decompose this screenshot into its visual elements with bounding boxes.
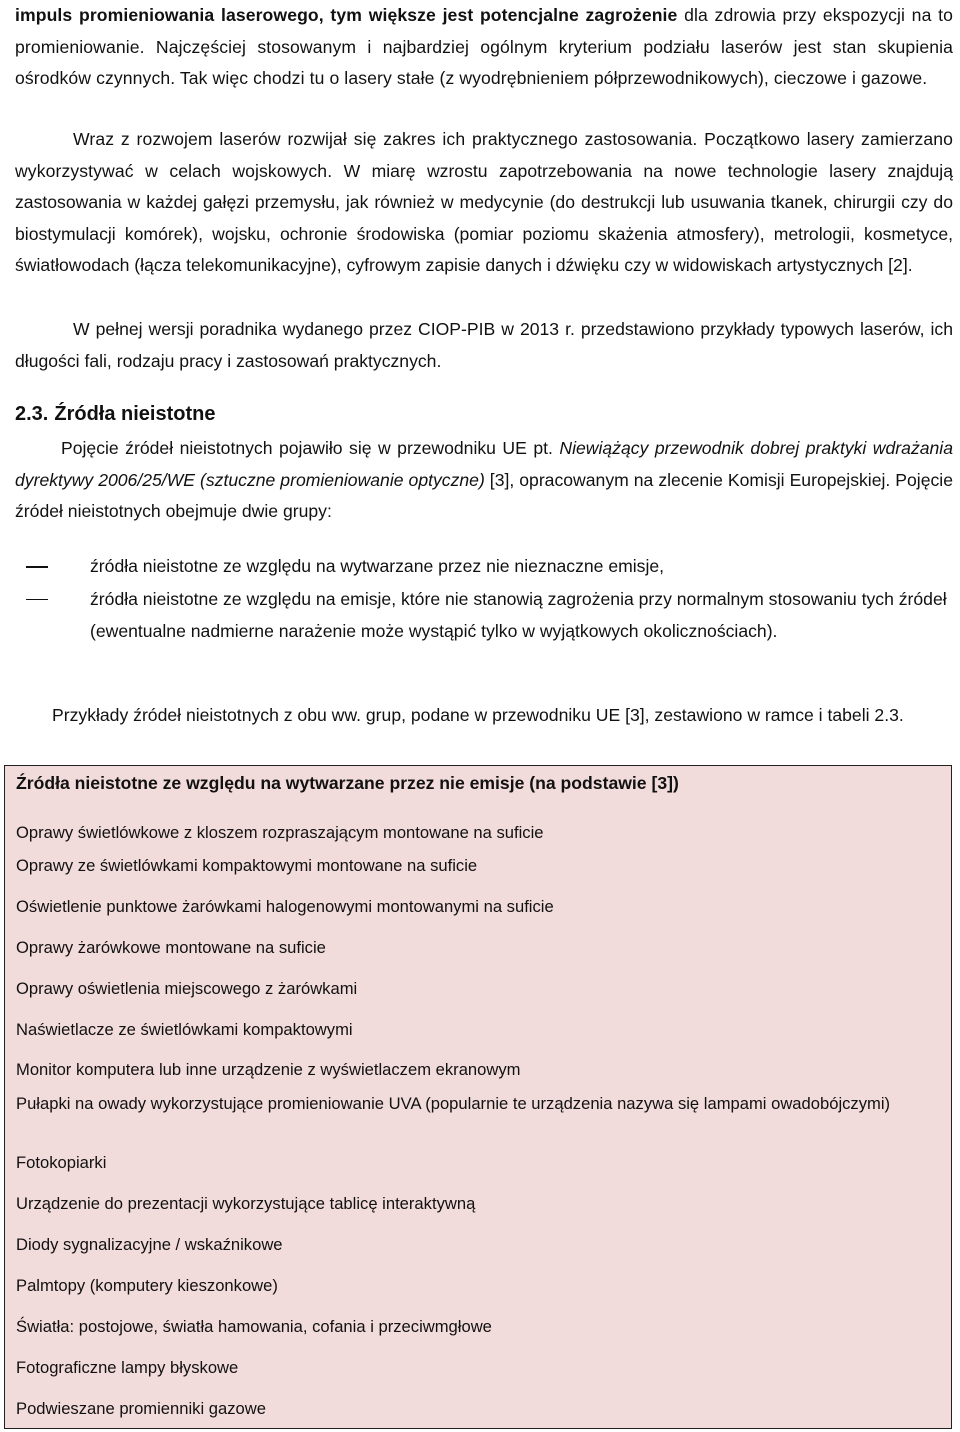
box-item: Oświetlenie punktowe żarówkami halogenowymi montowanymi na suficie — [16, 897, 554, 916]
intro-bold-phrase: impuls promieniowania laserowego, tym większe jest potencjalne zagrożenie — [15, 5, 678, 25]
section-title: Źródła nieistotne — [54, 403, 216, 425]
section-text-2: Przykłady źródeł nieistotnych z obu ww. grup, podane w przewodniku UE [3], zestawiono w ramce i tabeli 2.3. — [52, 705, 904, 725]
guide-title-italic: Niewiążący przewodnik dobrej praktyki wdrażania dyrektywy 2006/25/WE (sztuczne promieniowanie optyczne) — [15, 438, 954, 490]
box-item: Monitor komputera lub inne urządzenie z wyświetlaczem ekranowym — [16, 1060, 521, 1079]
box-item: Naświetlacze ze świetlówkami kompaktowymi — [16, 1020, 353, 1039]
section-heading — [15, 400, 215, 428]
paragraph-2-text: W miarę wzrostu zapotrzebowania na nowe technologie lasery znajdują zastosowania w każdej gałęzi przemysłu, jak również w medycynie (do destrukcji lub usuwania tkanek, chirurgii czy do biostymulacji komórek), wojsku, ochronie środowiska (pomiar poziomu skażenia atmosfery), metrologii, kosmetyce, światłowodach (łącza telekomunikacyjne), cyfrowym zapisie danych i dźwięku czy w widowiskach artystycznych [2]. — [15, 160, 953, 276]
box-item: Oprawy ze świetlówkami kompaktowymi montowane na suficie — [16, 856, 478, 875]
paragraph-2-arial-text: Wraz z rozwojem laserów rozwijał się zakres ich praktycznego zastosowania. Początkowo lasery zamierzano wykorzystywać w celach wojskowych. — [15, 129, 953, 181]
sources-box — [4, 765, 952, 1429]
box-item: Urządzenie do prezentacji wykorzystujące tablicę interaktywną — [16, 1194, 476, 1213]
section-number: 2.3. — [15, 403, 49, 425]
box-item: Fotokopiarki — [16, 1153, 107, 1172]
section-text-b: [3], opracowanym na zlecenie Komisji Europejskiej. Pojęcie źródeł nieistotnych obejmuje dwie grupy: — [15, 469, 953, 522]
intro-paragraph-1 — [15, 0, 953, 95]
box-title: Źródła nieistotne ze względu na wytwarzane przez nie emisje (na podstawie [3]) — [16, 773, 679, 793]
box-item: Podwieszane promienniki gazowe — [16, 1399, 266, 1418]
intro-paragraph-2 — [15, 124, 953, 282]
box-item: Światła: postojowe, światła hamowania, cofania i przeciwmgłowe — [16, 1317, 492, 1336]
intro-paragraph-3 — [15, 314, 953, 377]
box-item: Pułapki na owady wykorzystujące promieniowanie UVA (popularnie te urządzenia nazywa się lampami owadobójczymi) — [16, 1094, 891, 1113]
dash-list — [15, 550, 953, 648]
section-paragraph-1 — [15, 433, 953, 528]
intro-text: dla zdrowia przy ekspozycji na to promieniowanie. Najczęściej stosowanym i najbardziej ogólnym kryterium podziału laserów jest stan skupienia ośrodków czynnych. Tak więc chodzi tu o lasery stałe (z wyodrębnieniem półprzewodnikowych), cieczowe i gazowe. — [15, 5, 953, 89]
box-item: Oprawy świetlówkowe z kloszem rozpraszającym montowane na suficie — [16, 823, 544, 842]
list-item: źródła nieistotne ze względu na emisje, które nie stanowią zagrożenia przy normalnym stosowaniu tych źródeł (ewentualne nadmierne narażenie może wystąpić tylko w wyjątkowych okolicznościach). — [15, 583, 953, 648]
section-text-a: Pojęcie źródeł nieistotnych pojawiło się w przewodniku UE pt. — [61, 438, 560, 458]
section-paragraph-2 — [15, 700, 953, 732]
box-item: Oprawy oświetlenia miejscowego z żarówkami — [16, 979, 358, 998]
box-item: Fotograficzne lampy błyskowe — [16, 1358, 239, 1377]
box-item: Oprawy żarówkowe montowane na suficie — [16, 938, 326, 957]
list-item: źródła nieistotne ze względu na wytwarzane przez nie nieznaczne emisje, — [15, 550, 953, 583]
paragraph-3-text: W pełnej wersji poradnika wydanego przez CIOP-PIB w 2013 r. przedstawiono przykłady typowych laserów, ich długości fali, rodzaju pracy i zastosowań praktycznych. — [15, 319, 953, 371]
box-item: Palmtopy (komputery kieszonkowe) — [16, 1276, 278, 1295]
box-item: Diody sygnalizacyjne / wskaźnikowe — [16, 1235, 283, 1254]
